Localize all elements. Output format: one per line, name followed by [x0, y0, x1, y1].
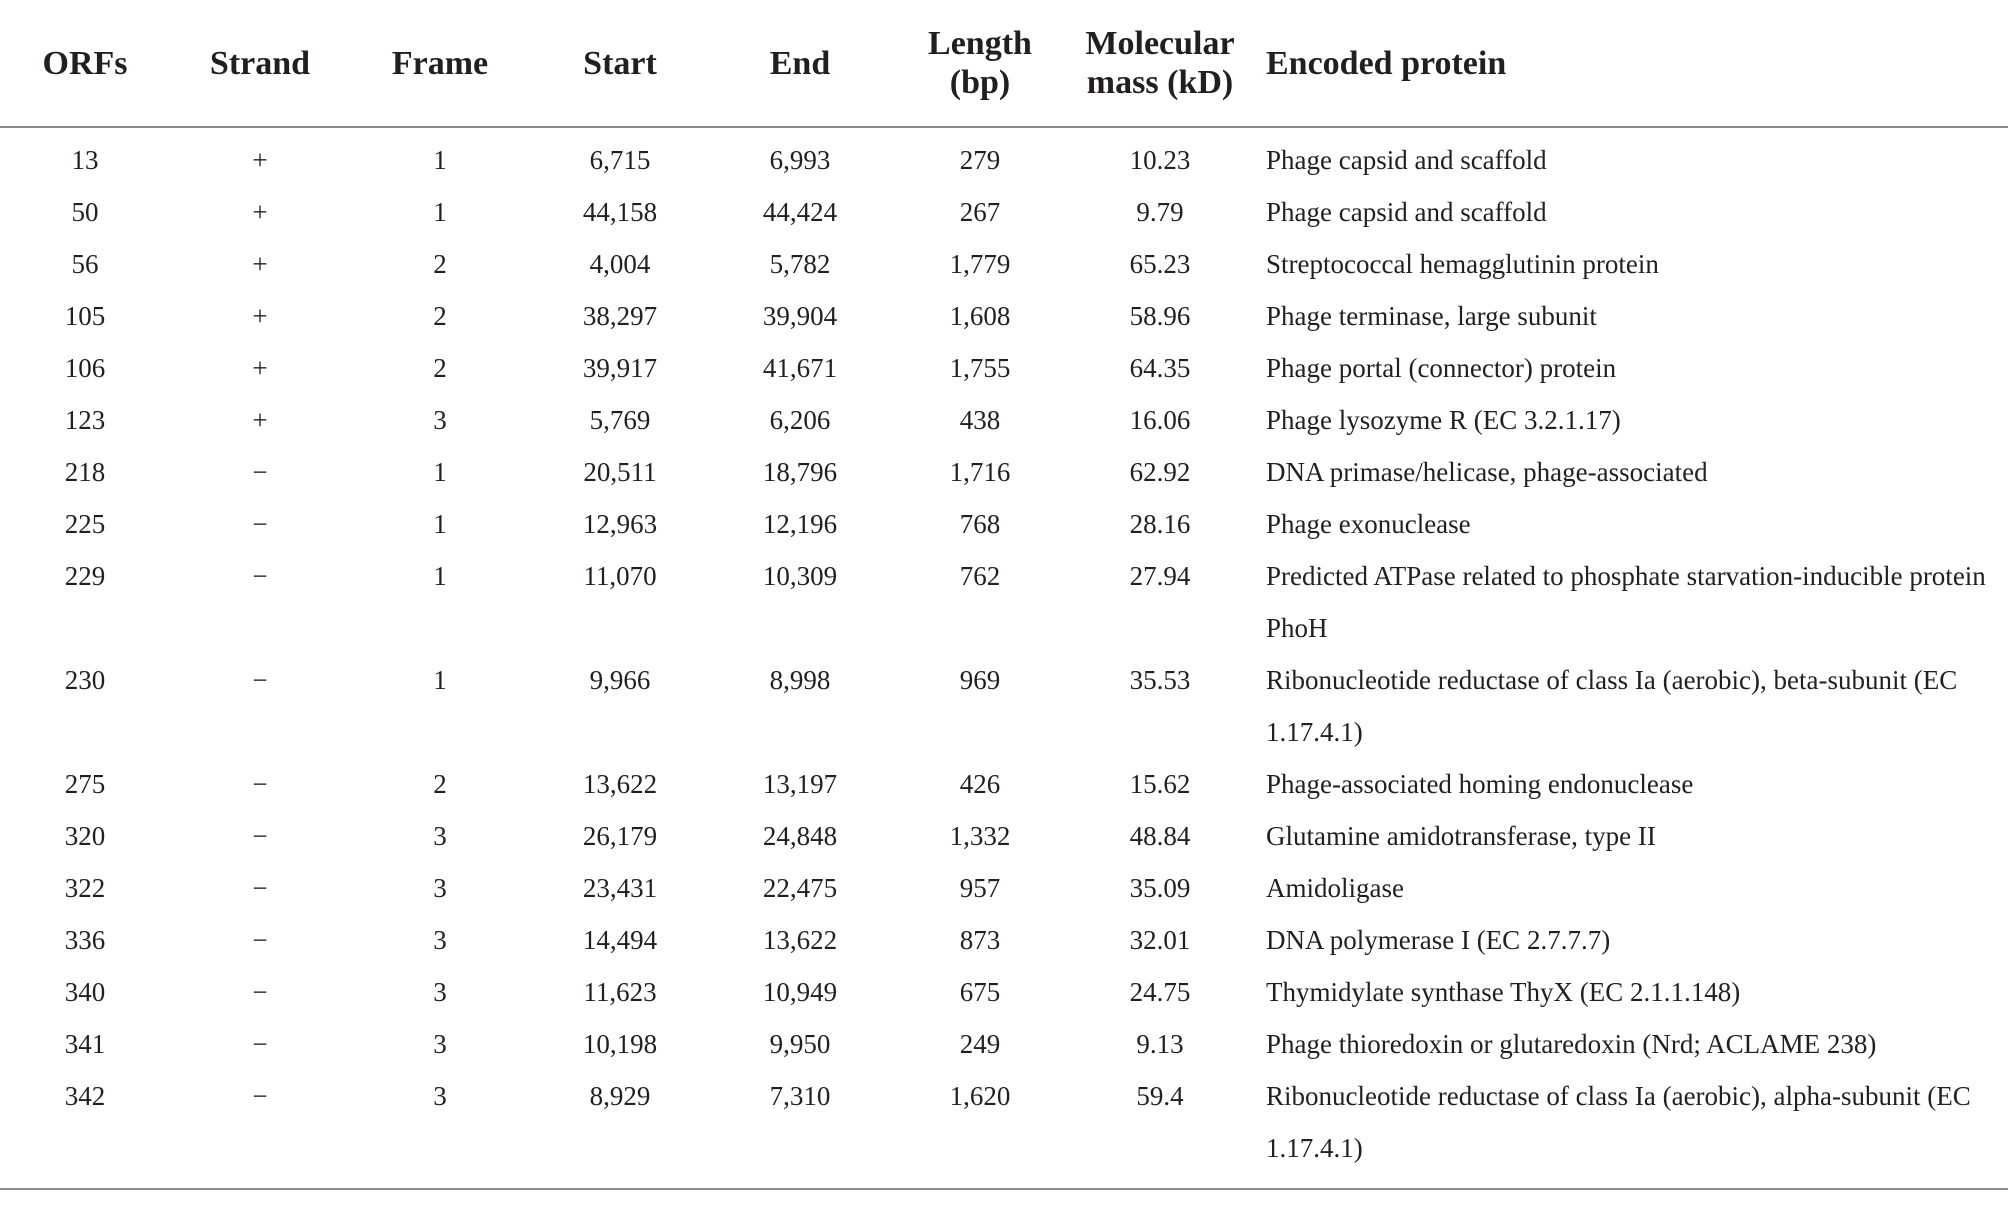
cell-frame: 3 [433, 1081, 447, 1111]
cell-strand: + [252, 197, 268, 227]
header-orfs: ORFs [0, 0, 170, 127]
header-end: End [710, 0, 890, 127]
cell-orfs: 320 [64, 821, 106, 851]
cell-orfs: 105 [64, 301, 106, 331]
table-row [0, 394, 2008, 446]
cell-frame: 3 [433, 873, 447, 903]
cell-strand: − [252, 977, 268, 1007]
table-header [0, 0, 2008, 127]
header-encoded-protein: Encoded protein [1250, 0, 2008, 127]
cell-start: 44,158 [582, 197, 658, 227]
cell-encoded-protein: Ribonucleotide reductase of class Ia (aerobic), beta-subunit (EC 1.17.4.1) [1266, 665, 1958, 747]
cell-start: 11,623 [583, 977, 657, 1007]
cell-molecular-mass: 9.13 [1136, 1029, 1184, 1059]
cell-encoded-protein: Phage terminase, large subunit [1266, 301, 1597, 331]
table-row [0, 127, 2008, 186]
cell-molecular-mass: 28.16 [1129, 509, 1191, 539]
cell-strand: − [252, 665, 268, 695]
cell-end: 13,622 [762, 925, 838, 955]
table-row [0, 1070, 2008, 1184]
cell-start: 20,511 [583, 457, 657, 487]
cell-frame: 1 [433, 509, 447, 539]
cell-molecular-mass: 24.75 [1129, 977, 1191, 1007]
cell-start: 8,929 [589, 1081, 651, 1111]
cell-length: 873 [959, 925, 1001, 955]
cell-frame: 2 [433, 301, 447, 331]
table-row [0, 290, 2008, 342]
cell-frame: 2 [433, 249, 447, 279]
cell-length: 1,620 [949, 1081, 1011, 1111]
table-row [0, 758, 2008, 810]
cell-end: 39,904 [762, 301, 838, 331]
table-row [0, 342, 2008, 394]
header-start: Start [530, 0, 710, 127]
cell-length: 1,332 [949, 821, 1011, 851]
cell-end: 10,309 [762, 561, 838, 591]
cell-frame: 3 [433, 977, 447, 1007]
cell-strand: − [252, 1029, 268, 1059]
cell-molecular-mass: 48.84 [1129, 821, 1191, 851]
cell-start: 14,494 [582, 925, 658, 955]
cell-orfs: 56 [71, 249, 99, 279]
cell-end: 8,998 [769, 665, 831, 695]
cell-strand: − [252, 561, 268, 591]
cell-frame: 3 [433, 1029, 447, 1059]
cell-start: 10,198 [582, 1029, 658, 1059]
cell-end: 6,206 [769, 405, 831, 435]
header-strand: Strand [170, 0, 350, 127]
cell-frame: 3 [433, 405, 447, 435]
cell-molecular-mass: 32.01 [1129, 925, 1191, 955]
cell-strand: − [252, 821, 268, 851]
cell-orfs: 225 [64, 509, 106, 539]
cell-molecular-mass: 65.23 [1129, 249, 1191, 279]
cell-molecular-mass: 35.53 [1129, 665, 1191, 695]
cell-frame: 2 [433, 353, 447, 383]
table-row [0, 654, 2008, 758]
cell-frame: 1 [433, 145, 447, 175]
cell-start: 23,431 [582, 873, 658, 903]
cell-length: 249 [959, 1029, 1001, 1059]
cell-length: 768 [959, 509, 1001, 539]
cell-start: 4,004 [589, 249, 651, 279]
cell-length: 426 [959, 769, 1001, 799]
cell-encoded-protein: Phage capsid and scaffold [1266, 197, 1547, 227]
table-body [0, 127, 2008, 1184]
cell-length: 267 [959, 197, 1001, 227]
cell-orfs: 123 [64, 405, 106, 435]
cell-encoded-protein: Phage capsid and scaffold [1266, 145, 1547, 175]
cell-frame: 3 [433, 925, 447, 955]
cell-orfs: 13 [71, 145, 99, 175]
cell-orfs: 229 [64, 561, 106, 591]
cell-strand: + [252, 405, 268, 435]
table-row [0, 914, 2008, 966]
cell-molecular-mass: 59.4 [1136, 1081, 1184, 1111]
cell-end: 6,993 [769, 145, 831, 175]
cell-start: 9,966 [589, 665, 651, 695]
table-row [0, 862, 2008, 914]
cell-length: 957 [959, 873, 1001, 903]
cell-start: 38,297 [582, 301, 658, 331]
cell-strand: + [252, 145, 268, 175]
cell-encoded-protein: Ribonucleotide reductase of class Ia (aerobic), alpha-subunit (EC 1.17.4.1) [1266, 1081, 1971, 1163]
table-row [0, 446, 2008, 498]
cell-start: 11,070 [583, 561, 657, 591]
cell-end: 44,424 [762, 197, 838, 227]
cell-molecular-mass: 16.06 [1129, 405, 1191, 435]
cell-encoded-protein: DNA primase/helicase, phage-associated [1266, 457, 1708, 487]
table-row [0, 810, 2008, 862]
cell-end: 13,197 [762, 769, 838, 799]
cell-encoded-protein: Phage-associated homing endonuclease [1266, 769, 1694, 799]
cell-encoded-protein: Predicted ATPase related to phosphate starvation-inducible protein PhoH [1266, 561, 1986, 643]
cell-length: 1,608 [949, 301, 1011, 331]
cell-molecular-mass: 64.35 [1129, 353, 1191, 383]
cell-orfs: 230 [64, 665, 106, 695]
cell-strand: − [252, 925, 268, 955]
cell-strand: − [252, 509, 268, 539]
table-row [0, 498, 2008, 550]
cell-orfs: 340 [64, 977, 106, 1007]
cell-end: 9,950 [769, 1029, 831, 1059]
cell-end: 41,671 [762, 353, 838, 383]
cell-orfs: 218 [64, 457, 106, 487]
cell-length: 279 [959, 145, 1001, 175]
table-row [0, 1018, 2008, 1070]
cell-start: 13,622 [582, 769, 658, 799]
cell-orfs: 50 [71, 197, 99, 227]
cell-start: 12,963 [582, 509, 658, 539]
header-frame: Frame [350, 0, 530, 127]
cell-orfs: 322 [64, 873, 106, 903]
cell-start: 26,179 [582, 821, 658, 851]
cell-start: 39,917 [582, 353, 658, 383]
cell-length: 438 [959, 405, 1001, 435]
cell-molecular-mass: 27.94 [1129, 561, 1191, 591]
cell-molecular-mass: 35.09 [1129, 873, 1191, 903]
cell-strand: − [252, 873, 268, 903]
cell-encoded-protein: Phage portal (connector) protein [1266, 353, 1617, 383]
cell-start: 6,715 [589, 145, 651, 175]
cell-orfs: 342 [64, 1081, 106, 1111]
cell-start: 5,769 [589, 405, 651, 435]
cell-frame: 1 [433, 457, 447, 487]
cell-frame: 1 [433, 665, 447, 695]
cell-molecular-mass: 58.96 [1129, 301, 1191, 331]
cell-length: 969 [959, 665, 1001, 695]
cell-orfs: 275 [64, 769, 106, 799]
cell-encoded-protein: Glutamine amidotransferase, type II [1266, 821, 1656, 851]
cell-molecular-mass: 15.62 [1129, 769, 1191, 799]
cell-strand: − [252, 769, 268, 799]
cell-frame: 2 [433, 769, 447, 799]
cell-length: 1,716 [949, 457, 1011, 487]
cell-frame: 1 [433, 561, 447, 591]
cell-frame: 1 [433, 197, 447, 227]
table-row [0, 186, 2008, 238]
cell-length: 675 [959, 977, 1001, 1007]
cell-strand: − [252, 457, 268, 487]
cell-molecular-mass: 10.23 [1129, 145, 1191, 175]
cell-encoded-protein: Phage lysozyme R (EC 3.2.1.17) [1266, 405, 1621, 435]
cell-encoded-protein: DNA polymerase I (EC 2.7.7.7) [1266, 925, 1611, 955]
cell-strand: + [252, 353, 268, 383]
cell-end: 18,796 [762, 457, 838, 487]
cell-frame: 3 [433, 821, 447, 851]
header-row [0, 0, 2008, 127]
cell-end: 22,475 [762, 873, 838, 903]
cell-encoded-protein: Amidoligase [1266, 873, 1404, 903]
cell-end: 5,782 [769, 249, 831, 279]
cell-strand: − [252, 1081, 268, 1111]
cell-length: 1,779 [949, 249, 1011, 279]
cell-encoded-protein: Phage exonuclease [1266, 509, 1471, 539]
cell-encoded-protein: Phage thioredoxin or glutaredoxin (Nrd; ACLAME 238) [1266, 1029, 1877, 1059]
cell-end: 24,848 [762, 821, 838, 851]
header-length: Length (bp) [890, 0, 1070, 127]
cell-length: 762 [959, 561, 1001, 591]
cell-end: 10,949 [762, 977, 838, 1007]
bottom-rule [0, 1188, 2008, 1190]
table-row [0, 550, 2008, 654]
cell-end: 12,196 [762, 509, 838, 539]
cell-length: 1,755 [949, 353, 1011, 383]
table-row [0, 238, 2008, 290]
cell-orfs: 106 [64, 353, 106, 383]
cell-strand: + [252, 301, 268, 331]
cell-molecular-mass: 62.92 [1129, 457, 1191, 487]
table-row [0, 966, 2008, 1018]
cell-orfs: 336 [64, 925, 106, 955]
cell-orfs: 341 [64, 1029, 106, 1059]
cell-encoded-protein: Streptococcal hemagglutinin protein [1266, 249, 1659, 279]
header-molecular-mass: Molecular mass (kD) [1070, 0, 1250, 127]
cell-end: 7,310 [769, 1081, 831, 1111]
cell-molecular-mass: 9.79 [1136, 197, 1184, 227]
cell-encoded-protein: Thymidylate synthase ThyX (EC 2.1.1.148) [1266, 977, 1741, 1007]
cell-strand: + [252, 249, 268, 279]
